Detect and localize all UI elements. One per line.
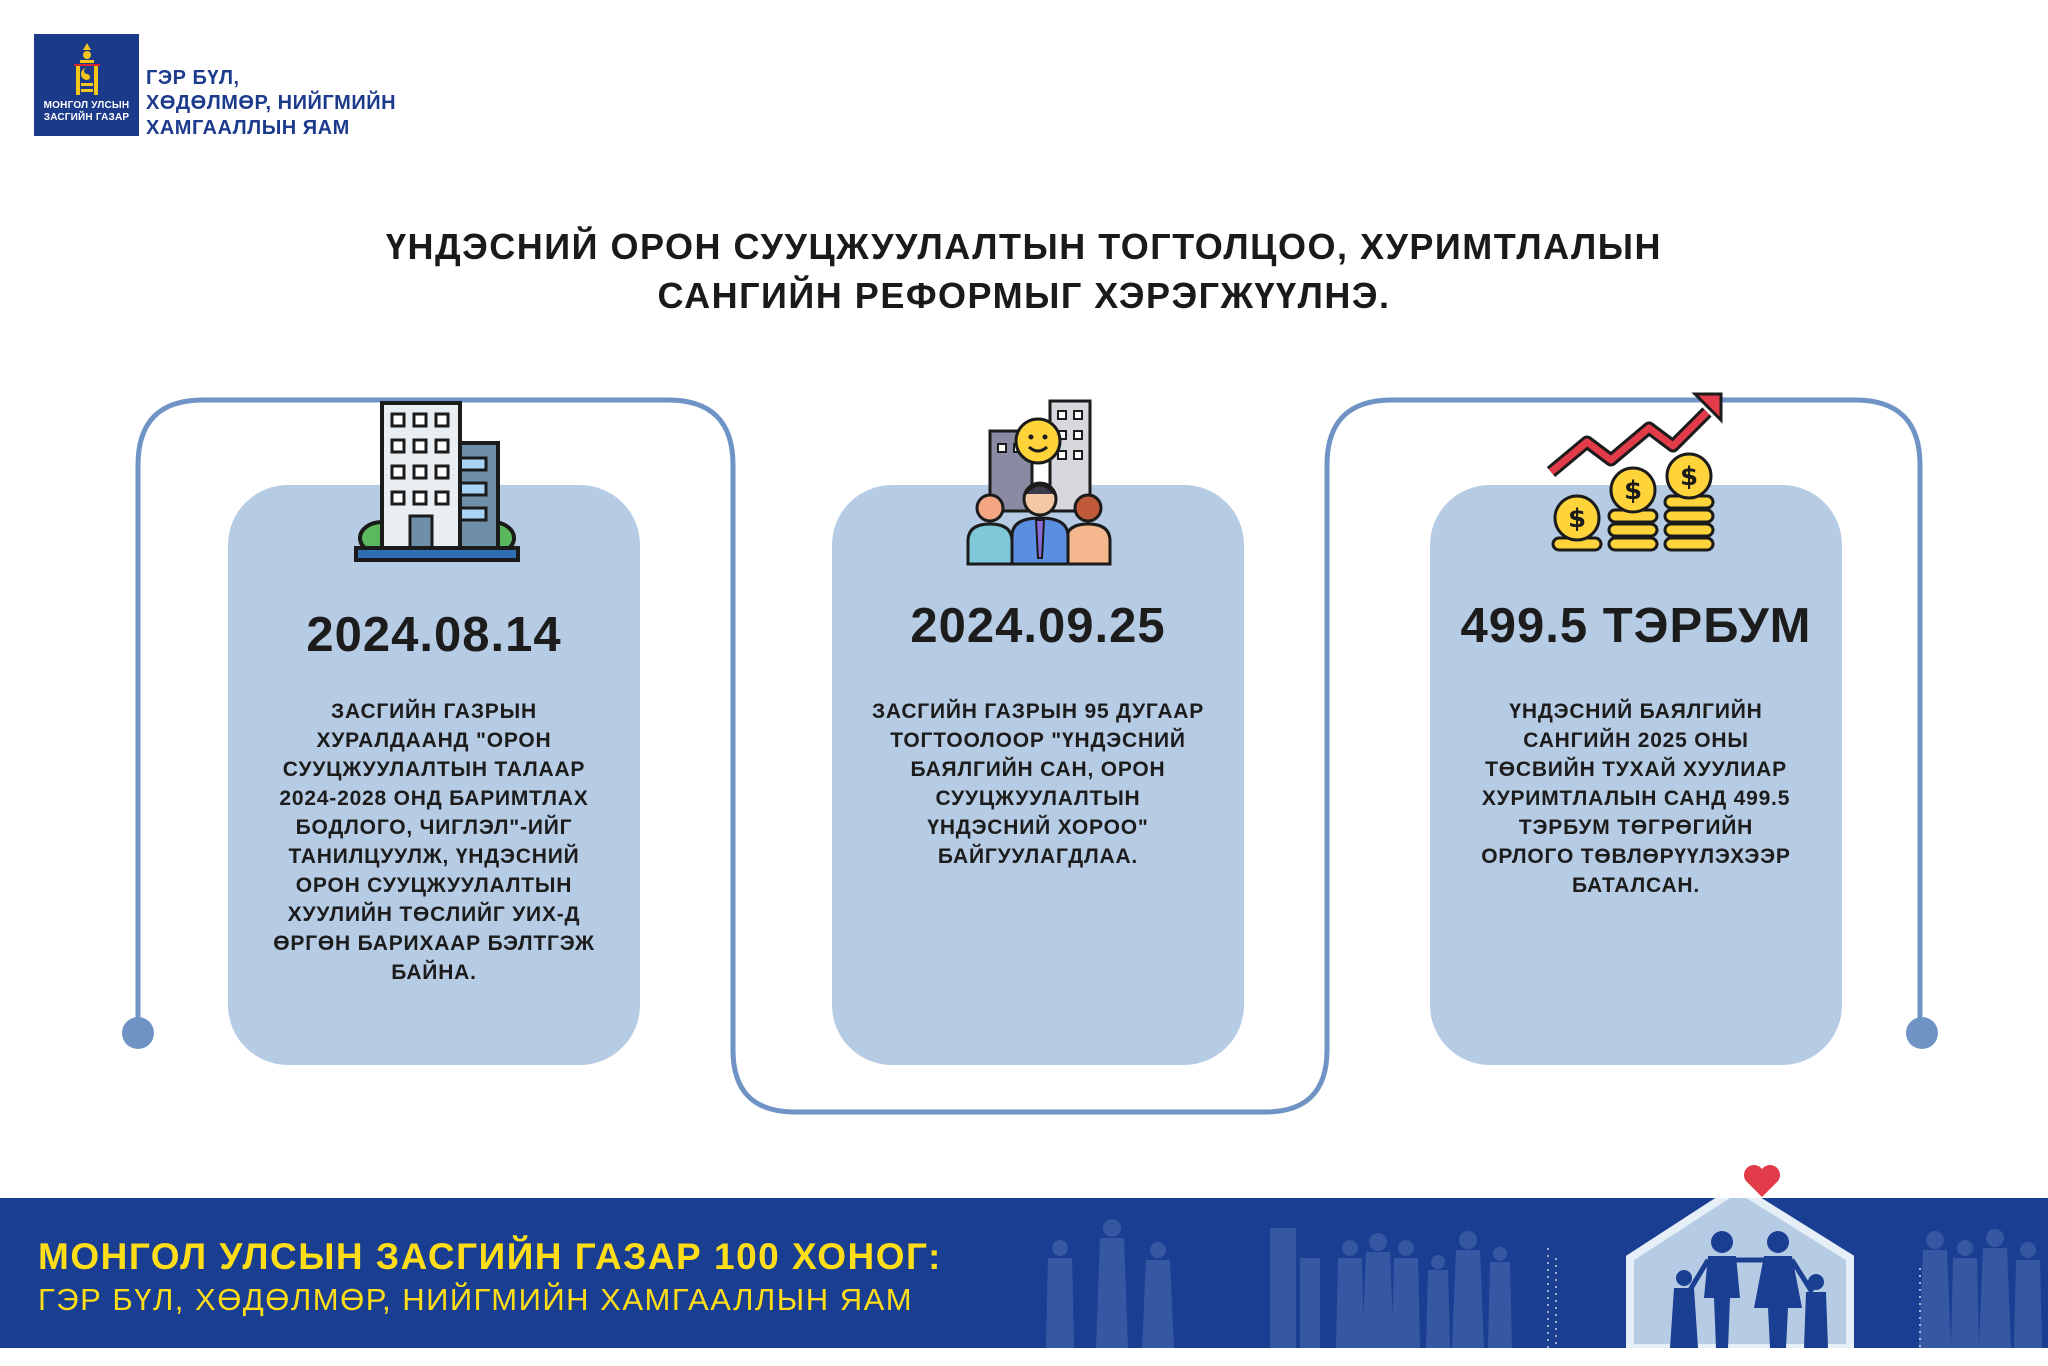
description-line: ӨРГӨН БАРИХААР БЭЛТГЭЖ [273,932,595,955]
description-line: ТОГТООЛООР "ҮНДЭСНИЙ [890,729,1186,752]
logo-caption-line: ЗАСГИЙН ГАЗАР [43,112,130,123]
building-icon [352,398,522,568]
description-line: ЗАСГИЙН ГАЗРЫН 95 ДУГААР [871,700,1205,723]
description-line: ХУУЛИЙН ТӨСЛИЙГ УИХ-Д [287,903,581,926]
description-line: ОРЛОГО ТӨВЛӨРҮҮЛЭХЭЭР [1481,845,1791,868]
footer-banner [0,1198,2048,1348]
description-line: ОРОН СУУЦЖУУЛАЛТЫН [295,874,573,897]
government-logo [34,34,139,136]
description-line: БАЯЛГИЙН САН, ОРОН [910,758,1166,781]
family-silhouettes-illustration [1000,1198,2048,1348]
description-line: ҮНДЭСНИЙ БАЯЛГИЙН [1509,700,1763,723]
description-line: БАТАЛСАН. [1571,874,1701,897]
heart-icon [1742,1163,1782,1199]
description-line: ЗАСГИЙН ГАЗРЫН [331,700,537,723]
description-line: БАЙГУУЛАГДЛАА. [937,845,1139,868]
description-line: ТЭРБУМ ТӨГРӨГИЙН [1518,816,1754,839]
page-title-line: САНГИЙН РЕФОРМЫГ ХЭРЭГЖҮҮЛНЭ. [657,275,1391,316]
description-line: САНГИЙН 2025 ОНЫ [1523,729,1749,752]
ministry-name-line: ХӨДӨЛМӨР, НИЙГМИЙН [146,92,397,114]
coins-growth-icon [1545,390,1725,570]
footer-subline: ГЭР БҮЛ, ХӨДӨЛМӨР, НИЙГМИЙН ХАМГААЛЛЫН ЯАМ [38,1282,914,1317]
milestone-description [1464,697,1808,900]
milestone-date: 2024.08.14 [306,608,562,662]
description-line: ТӨСВИЙН ТУХАЙ ХУУЛИАР [1485,758,1787,781]
description-line: БАЙНА. [391,961,477,984]
description-line: БОДЛОГО, ЧИГЛЭЛ"-ИЙГ [295,816,573,839]
soyombo-emblem-icon [68,40,106,100]
description-line: ТАНИЛЦУУЛЖ, ҮНДЭСНИЙ [288,845,580,868]
milestone-card-3 [1430,485,1842,1065]
milestone-amount: 499.5 ТЭРБУМ [1460,599,1812,653]
milestone-card-2 [832,485,1244,1065]
svg-text:$: $ [1567,504,1587,534]
logo-caption [34,100,139,124]
description-line: ХУРИМТЛАЛЫН САНД 499.5 [1481,787,1791,810]
description-line: ХУРАЛДААНД "ОРОН [316,729,552,752]
timeline-end-dot [1906,1017,1938,1049]
description-line: 2024-2028 ОНД БАРИМТЛАХ [279,787,589,810]
svg-text:$: $ [1679,462,1699,492]
footer-headline: МОНГОЛ УЛСЫН ЗАСГИЙН ГАЗАР 100 ХОНОГ: [38,1236,942,1277]
description-line: СУУЦЖУУЛАЛТЫН [935,787,1141,810]
milestone-description [262,697,606,987]
people-city-icon [960,396,1125,566]
ministry-name-line: ГЭР БҮЛ, [146,67,240,89]
ministry-name-line: ХАМГААЛЛЫН ЯАМ [146,117,350,139]
milestone-description [866,697,1210,871]
svg-text:$: $ [1623,476,1643,506]
description-line: СУУЦЖУУЛАЛТЫН ТАЛААР [282,758,586,781]
page-title [0,222,2048,320]
milestone-date: 2024.09.25 [910,599,1166,653]
milestone-card-1 [228,485,640,1065]
ministry-name [146,66,396,141]
timeline-start-dot [122,1017,154,1049]
description-line: ҮНДЭСНИЙ ХОРОО" [927,816,1149,839]
page-title-line: ҮНДЭСНИЙ ОРОН СУУЦЖУУЛАЛТЫН ТОГТОЛЦОО, ХУРИМТЛАЛЫН [385,226,1663,267]
logo-caption-line: МОНГОЛ УЛСЫН [43,100,130,111]
